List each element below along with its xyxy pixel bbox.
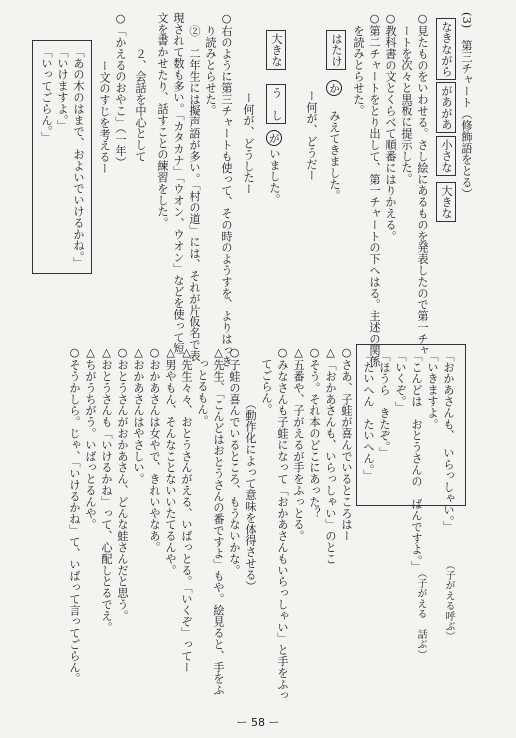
text-line: △おとうさんも「いけるかね」って、心配しとるでえ。 bbox=[100, 346, 113, 633]
chart-caption: ー何が、どうしたー bbox=[242, 92, 255, 195]
text-line: △五番や、子がえるが手をふっとる。 bbox=[292, 346, 305, 542]
quote-note: （子がえる 話ぶ） bbox=[415, 568, 426, 660]
text-line: ー文のすじを考えるー bbox=[98, 60, 111, 174]
text-line: △先生、「こんどはおとうさんの番ですよ」もや。絵見ると、手をふ bbox=[212, 346, 225, 696]
particle-circle-ga: が bbox=[266, 130, 282, 146]
text-line: ○教科書の文とくらべて順番にはりかえる。 bbox=[384, 12, 397, 242]
text-line: ○第二チャートをとり出して、第一チャートの下へはる。主述の関係 bbox=[368, 12, 381, 368]
text-line: 文を書かせたり、話すことの練習をした。 bbox=[156, 12, 169, 229]
quote-line: 「たいへん たいへん。」 bbox=[362, 350, 375, 482]
text-line: っとるもん。 bbox=[196, 358, 209, 427]
text-line: ○みなさんも子蛙になって「おかあさんもいらっしゃい」と手をふっ bbox=[276, 346, 289, 702]
section-subheading: ２、会話を中心として bbox=[134, 48, 147, 162]
chart-word-ookina-2: 大きな bbox=[266, 30, 286, 70]
quote-line: 「こんどは おとうさんの ばんですよ。」 bbox=[410, 350, 423, 573]
chart-word-chiisana: 小さな bbox=[436, 136, 456, 176]
quote-line: 「いきますよ。 bbox=[426, 350, 439, 430]
quote-line: 「ほうら きたぞ。」 bbox=[378, 350, 391, 459]
section-header: (3) 第三チャート（修飾語をとる） bbox=[460, 12, 473, 200]
text-line: ② 二年生には擬声語が多い。「村の道」には、それが片仮名で表 bbox=[188, 25, 201, 362]
quote-line: 「おかあさんも、 いらっしゃい。」 bbox=[442, 350, 455, 533]
text-line: △男やもん、そんなことないいたてるんや。 bbox=[164, 346, 177, 576]
chart-word-ushi: う し bbox=[266, 84, 286, 124]
quote-line: 「いくぞ。」 bbox=[394, 350, 407, 413]
text-line: ○「かえるのおやこ」（一年） bbox=[114, 12, 127, 168]
text-line: △「おかあさんも、いらっしゃい」のとこ bbox=[324, 346, 337, 565]
text-line: ○おかあさんは女やで、きれいやなあ。 bbox=[148, 346, 161, 553]
text-line: （動作化によって意味を体得させる） bbox=[244, 398, 257, 592]
text-line: 現されて数も多い。「カタカナ」「ウオン、ウオン」などを使って短 bbox=[172, 12, 185, 355]
chart-word-imashita: いました。 bbox=[268, 148, 281, 205]
chart-word-ookina: 大きな bbox=[436, 182, 456, 222]
chart-caption: ー何が、どうだー bbox=[305, 90, 318, 182]
chart-word-nakinagara: なきながら bbox=[436, 18, 456, 80]
chart-word-gaagaa: があがあ bbox=[436, 82, 456, 133]
text-line: △おかあさんはやさしい。 bbox=[132, 346, 145, 485]
quote-line: 「いってごらん。」 bbox=[40, 46, 53, 143]
text-line: ○さあ、子蛙が喜んでいるところはー bbox=[340, 346, 353, 542]
chart-word-mietekimashita: みえてきました。 bbox=[328, 110, 341, 202]
text-line: てごらん。 bbox=[260, 358, 273, 415]
text-line: ○子蛙の喜んでいるところ、もうないかな。 bbox=[228, 346, 241, 576]
text-line: ○右のように第三チャートも使って、その時のようすを、よりはっき bbox=[220, 12, 233, 368]
chart-word-hatake: はたけ bbox=[326, 30, 346, 70]
page-number: ー 58 ー bbox=[236, 716, 280, 729]
text-line: ○見たものをいわせる。さし絵にあるものを発表したので第一チャ bbox=[416, 12, 429, 356]
text-line: ○そう。それ本のどこにあった？ bbox=[308, 346, 321, 519]
quote-line: 「いけますよ。」 bbox=[56, 46, 69, 132]
text-line: を読みとらせた。 bbox=[352, 25, 365, 117]
text-line: ○そうかしら。じゃ、「いけるかね」て、いばって言ってごらん。 bbox=[68, 346, 81, 685]
text-line: り読みとらせた。 bbox=[204, 25, 217, 117]
text-line: △ちがうちがう。いばっとるんや。 bbox=[84, 346, 97, 531]
quote-line: 「あの木のはまで、およいでいけるかね。」 bbox=[72, 46, 85, 269]
text-line: ートを次々と黒板に提示した。 bbox=[400, 25, 413, 185]
particle-circle-ka: か bbox=[326, 80, 342, 96]
text-line: △先生々々、おとうさんがえる、いばっとる。「いくぞ」ってー bbox=[180, 346, 193, 673]
text-line: ○おとうさんがおかあさん、どんな蛙さんだと思う。 bbox=[116, 346, 129, 622]
quote-note: （子がえる呼ぶ） bbox=[443, 560, 454, 642]
